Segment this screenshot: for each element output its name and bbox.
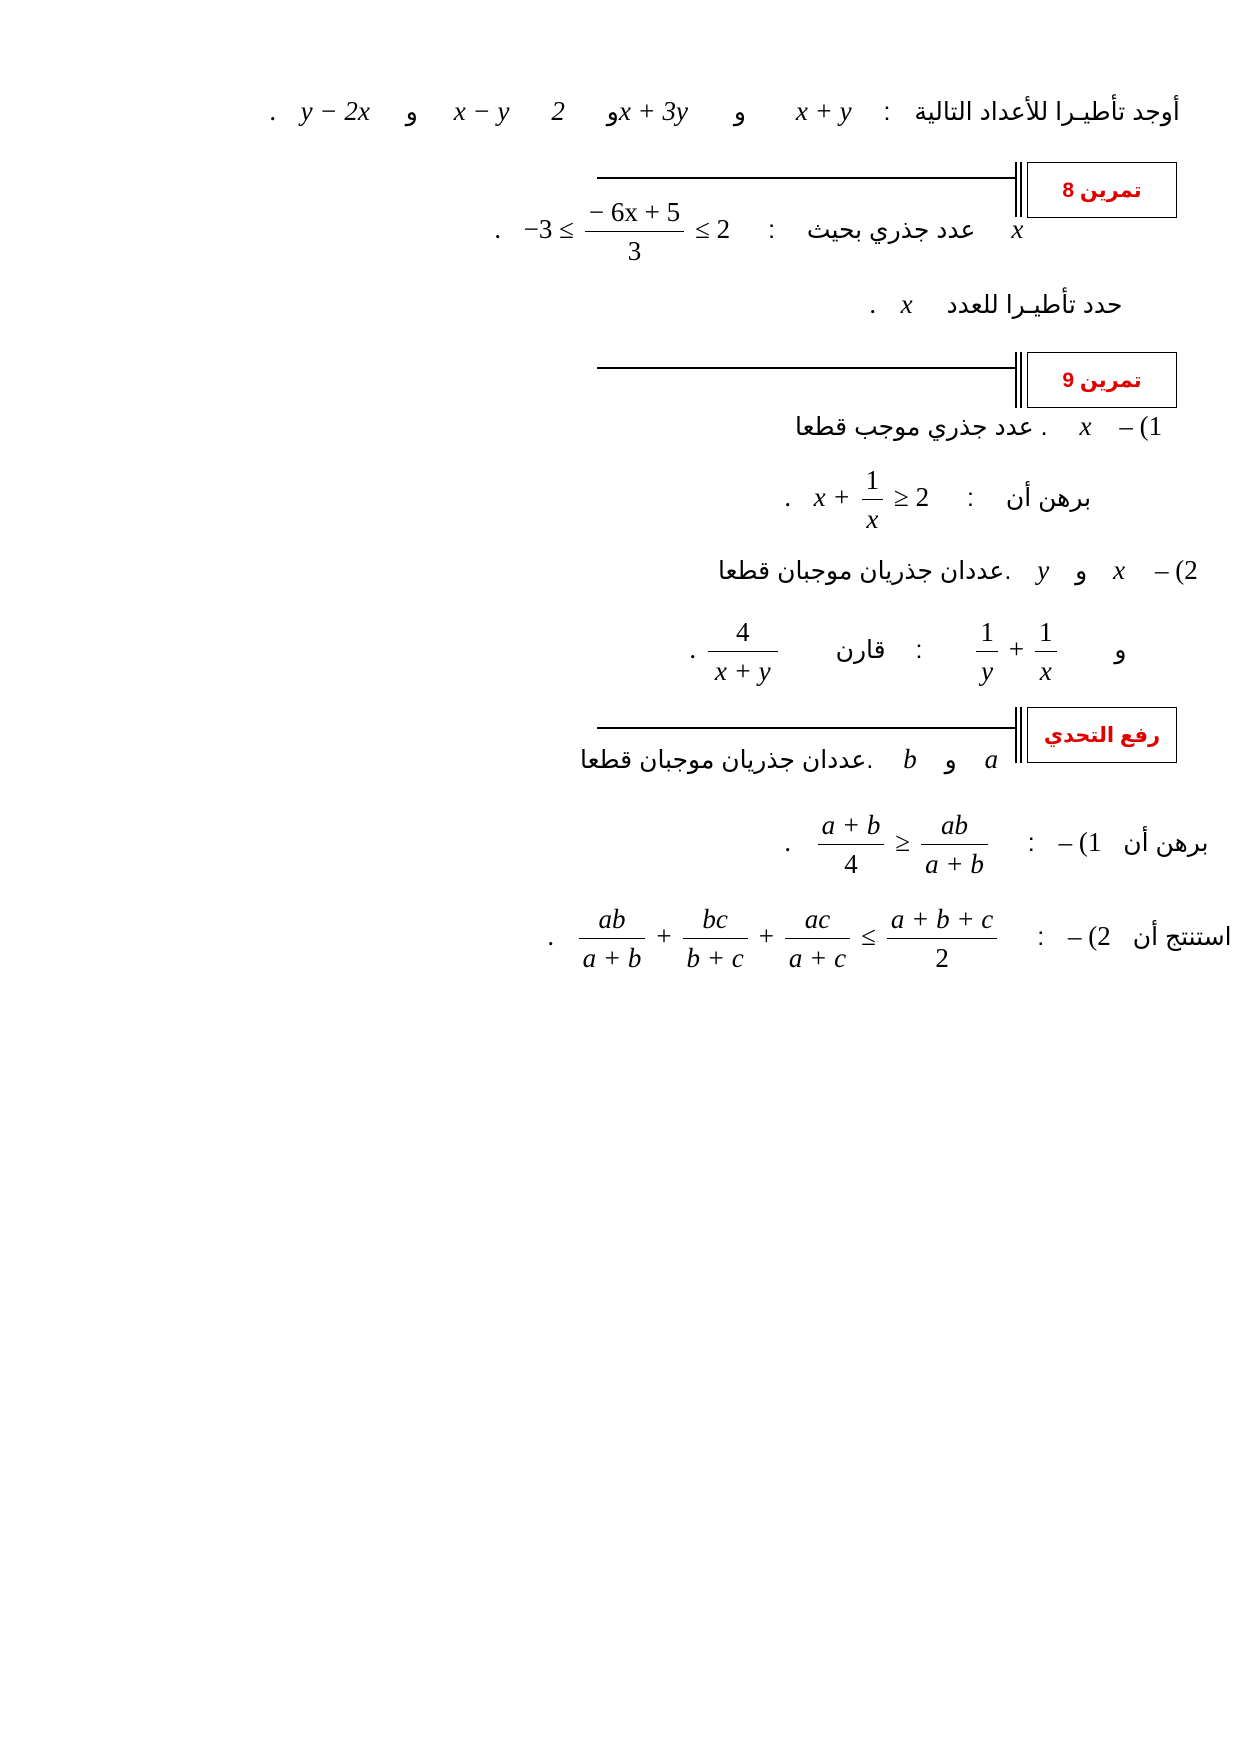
fraction	[683, 902, 748, 975]
fraction	[921, 808, 988, 881]
and-word: و	[944, 746, 957, 774]
colon-mark: :	[1037, 923, 1045, 952]
fraction	[708, 615, 778, 688]
left-bound: −3 ≤	[523, 214, 574, 245]
statement-text: عدد جذري بحيث	[806, 216, 976, 245]
fraction-denominator: x	[1039, 656, 1052, 686]
colon-mark: :	[883, 98, 891, 126]
fraction-numerator: 1	[862, 463, 884, 500]
challenge-label: رفع التحدي	[1027, 707, 1177, 763]
fraction-numerator: ab	[921, 808, 988, 845]
section-bar	[1015, 352, 1017, 408]
plus-sign: +	[1008, 634, 1025, 665]
period-mark: .	[548, 921, 555, 952]
and-word: و	[405, 98, 418, 126]
part2-text: عددان جذريان موجبان قطعا.	[718, 557, 1012, 585]
var-x: x	[1011, 214, 1024, 245]
ex9-part1	[795, 409, 1162, 444]
plus-sign: +	[758, 921, 774, 952]
fraction-denominator: x + y	[714, 656, 771, 686]
fraction	[887, 902, 997, 975]
period-mark: .	[870, 289, 877, 319]
prove-text: برهن أن	[1123, 829, 1209, 858]
ex9-prove	[785, 463, 1091, 536]
fraction-numerator: 1	[976, 615, 998, 652]
exercise-9-label: تمرين 9	[1027, 352, 1177, 408]
relation: ≥ 2	[894, 482, 930, 513]
fraction-numerator: 1	[1035, 615, 1057, 652]
relation: ≤	[861, 921, 876, 952]
section-rule	[597, 367, 1015, 369]
var-b: b	[903, 744, 917, 774]
question-text: حدد تأطيـرا للعدد	[946, 291, 1123, 319]
var-x: x	[1079, 411, 1092, 441]
period-mark: .	[690, 634, 697, 665]
period-mark: .	[495, 214, 502, 245]
and-word: و	[606, 98, 619, 126]
section-rule	[597, 177, 1015, 179]
part1-text: عدد جذري موجب قطعا .	[795, 413, 1048, 441]
section-bar	[1020, 707, 1022, 763]
x-plus: x +	[813, 482, 851, 513]
statement-text: عددان جذريان موجبان قطعا.	[580, 746, 874, 774]
fraction-denominator: 2	[935, 943, 949, 973]
expr-y-minus-2x: y − 2x	[300, 96, 370, 126]
fraction-denominator: a + c	[788, 943, 847, 973]
expr-2x-plus-3y: 2x + 3y	[551, 96, 688, 126]
part-number: 1) –	[1119, 411, 1163, 441]
top-instruction-line	[270, 94, 1180, 129]
fraction-denominator: 3	[627, 236, 642, 266]
ex9-part2	[718, 553, 1198, 588]
fraction-numerator: bc	[683, 902, 748, 939]
expr-x-minus-y: x − y	[453, 96, 510, 126]
fraction	[862, 463, 884, 536]
colon-mark: :	[967, 484, 974, 513]
period-mark: .	[270, 96, 277, 126]
prove-text: برهن أن	[1005, 484, 1092, 513]
var-x: x	[900, 289, 913, 319]
fraction-denominator: a + b	[582, 943, 642, 973]
var-x: x	[1113, 555, 1126, 585]
fraction-denominator: y	[981, 656, 994, 686]
fraction-denominator: x	[866, 504, 879, 534]
section-bar	[1015, 707, 1017, 763]
instruction-text: أوجد تأطيـرا للأعداد التالية	[914, 98, 1180, 126]
var-y: y	[1037, 555, 1050, 585]
challenge-part2	[548, 902, 1232, 975]
expr-x-plus-y: x + y	[795, 96, 852, 126]
colon-mark: :	[915, 636, 923, 665]
fraction	[818, 808, 885, 881]
var-a: a	[984, 744, 999, 774]
fraction-denominator: 4	[844, 849, 858, 879]
section-rule	[597, 727, 1015, 729]
deduce-text: استنتج أن	[1132, 923, 1232, 952]
part-number: 1) –	[1058, 827, 1102, 858]
part-number: 2) –	[1154, 555, 1198, 585]
relation: ≥	[895, 827, 911, 858]
fraction	[585, 195, 684, 268]
colon-mark: :	[1027, 829, 1035, 858]
section-bar	[1020, 352, 1022, 408]
challenge-statement	[580, 742, 998, 777]
and-word: و	[733, 98, 746, 126]
fraction-numerator: a + b + c	[887, 902, 997, 939]
fraction-denominator: b + c	[686, 943, 744, 973]
fraction	[785, 902, 850, 975]
fraction	[976, 615, 998, 688]
period-mark: .	[785, 482, 792, 513]
right-bound: ≤ 2	[695, 214, 731, 245]
fraction	[579, 902, 646, 975]
fraction-numerator: a + b	[818, 808, 885, 845]
fraction-numerator: − 6x + 5	[585, 195, 684, 232]
fraction-denominator: a + b	[925, 849, 984, 879]
compare-text: قارن	[835, 636, 886, 665]
part-number: 2) –	[1068, 921, 1111, 952]
ex8-statement	[495, 195, 1023, 268]
ex8-question	[870, 287, 1122, 322]
period-mark: .	[785, 827, 792, 858]
fraction-numerator: ac	[785, 902, 850, 939]
challenge-part1	[785, 808, 1209, 881]
fraction-numerator: 4	[708, 615, 778, 652]
fraction	[1035, 615, 1057, 688]
and-word: و	[1114, 636, 1127, 665]
fraction-numerator: ab	[579, 902, 646, 939]
colon-mark: :	[768, 216, 776, 245]
plus-sign: +	[656, 921, 672, 952]
and-word: و	[1075, 557, 1088, 585]
ex9-compare	[690, 615, 1127, 688]
exercise-8-label: تمرين 8	[1027, 162, 1177, 218]
